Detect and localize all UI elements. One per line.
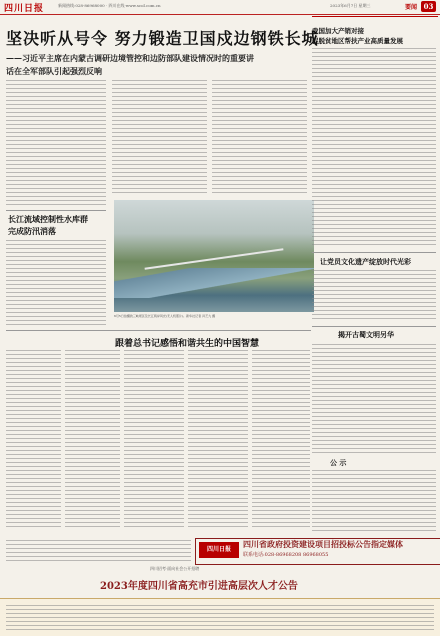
- recruit-body: [6, 605, 434, 633]
- lead-subheadline: ——习近平主席在内蒙古调研边境管控和边防部队建设情况时的重要讲: [6, 53, 254, 63]
- section-label: 要闻: [405, 4, 418, 11]
- lead-body-col-3: [212, 80, 307, 195]
- page-number-badge: 03: [421, 1, 436, 12]
- recruit-banner-title[interactable]: 2023年度四川省高充市引进高层次人才公告: [100, 581, 298, 592]
- shu-story-title[interactable]: 揭开古蜀文明另华: [338, 330, 394, 339]
- heritage-story-body: [312, 270, 436, 322]
- bridge-shape: [145, 248, 284, 269]
- harmony-story-title[interactable]: 跟着总书记感悟和谐共生的中国智慧: [115, 339, 260, 349]
- lead-body-col-1: [6, 80, 106, 205]
- flood-story-title[interactable]: 长江流域控制性水库群: [8, 214, 88, 224]
- ad-logo: 四川日报: [199, 542, 239, 558]
- recruit-banner-sub: 四川招考·面向社会公开招聘: [150, 566, 200, 571]
- lead-headline[interactable]: 坚决听从号令 努力锻造卫国戍边钢铁长城: [6, 29, 319, 48]
- lead-body-col-2: [112, 80, 207, 195]
- shu-story-body: [312, 344, 436, 454]
- flood-story-title-2: 完成防汛消落: [8, 226, 56, 236]
- harmony-body-col-3: [124, 350, 184, 530]
- harmony-body-col-1: [6, 350, 61, 530]
- river-shape: [114, 268, 314, 298]
- three-gorges-photo: [114, 200, 314, 312]
- photo-caption: 6月5日拍摄的三峡坝区及长江两岸风光(无人机照片)。新华社记者 肖艺九 摄: [114, 314, 216, 318]
- newspaper-logo: 四川日报: [4, 4, 45, 14]
- left-bottom-text: [6, 540, 191, 562]
- divider: [6, 330, 311, 331]
- harmony-body-col-2: [65, 350, 120, 530]
- poverty-story-title[interactable]: 我国加大产销对接: [312, 27, 364, 35]
- recruit-notice-area: [0, 598, 440, 636]
- notice-body: [312, 470, 436, 532]
- header-info: 新闻热线:028-86968000 · 四川在线·www.scol.com.cn: [58, 3, 161, 8]
- heritage-story-title[interactable]: 让党员文化遗产绽放时代光彩: [320, 257, 411, 266]
- flood-story-body: [6, 240, 106, 325]
- divider: [6, 210, 106, 211]
- harmony-body-col-5: [252, 350, 310, 530]
- poverty-story-body: [312, 48, 436, 248]
- divider: [312, 326, 436, 327]
- right-col-rule: [312, 16, 438, 17]
- poverty-story-title-2: 促脱贫地区帮扶产业高质量发展: [312, 37, 403, 45]
- notice-title[interactable]: 公 示: [330, 458, 347, 467]
- header-date: 2023年6月7日 星期三: [330, 3, 371, 8]
- divider: [312, 252, 436, 253]
- lead-subheadline-2: 话在全军部队引起强烈反响: [6, 66, 102, 76]
- ad-phone: 联系电话:028-86968208 86968055: [243, 552, 329, 558]
- harmony-body-col-4: [188, 350, 248, 530]
- ad-title: 四川省政府投资建设项目招投标公告指定媒体: [243, 539, 403, 549]
